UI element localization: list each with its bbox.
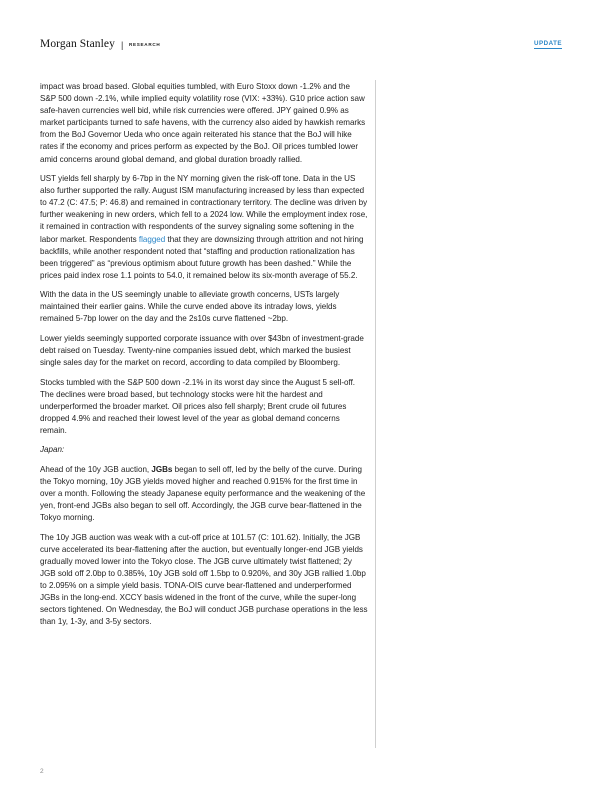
column-divider — [375, 80, 376, 748]
flagged-link[interactable]: flagged — [138, 234, 166, 244]
paragraph-text: Ahead of the 10y JGB auction, — [40, 464, 152, 474]
paragraph-jgb-auction-ahead — [40, 464, 368, 524]
header-separator: | — [121, 40, 124, 50]
bold-term: JGBs — [151, 464, 173, 474]
page-number: 2 — [40, 768, 44, 775]
paragraph-ust-gains: With the data in the US seemingly unable to alleviate growth concerns, USTs largely maintained their earlier gains. While the curve ended above its intraday lows, yields remained 5-7bp lower on the day and the 2s10s curve flattened ~2bp. — [40, 290, 340, 324]
update-badge: UPDATE — [534, 40, 562, 47]
paragraph-corporate-issuance: Lower yields seemingly supported corporate issuance with over $43bn of investment-grade debt raised on Tuesday. Twenty-nine companies issued debt, which marked the busiest single sales day for the market on record, according to data compiled by Bloomberg. — [40, 333, 364, 368]
heading-text: Japan: — [40, 445, 65, 455]
page-header — [40, 38, 572, 52]
paragraph-text: began to sell off, led by the belly of the curve. During the Tokyo morning, 10y JGB yields moved higher and reached 0.915% for the first time in over a month. Following the steady Japanese equity performance and the weakening of the yen, front-end JGBs also began to sell off. Accordingly, the JGB curve bear-flattened in the Tokyo morning. — [40, 464, 366, 523]
paragraph-global-markets: impact was broad based. Global equities tumbled, with Euro Stoxx down -1.2% and the S&P 500 down -2.1%, while implied equity volatility rose (VIX: +33%). G10 price action saw safe-haven currencies well bid, while risk currencies were offered. JPY gained 0.9% as market participants turned to safe havens, with the currency also aided by hawkish remarks from the BoJ Governor Ueda who once again reiterated his stance that the BoJ will hike rates if the economy and prices perform as expected by the BoJ. Oil prices tumbled lower amid concerns around global demand, and global duration broadly rallied. — [40, 82, 366, 164]
section-label: RESEARCH — [129, 42, 161, 47]
paragraph-text: that they are downsizing through attrition and not hiring backfills, while another respondent noted that “staffing and production rationalization has been triggered” as “previous optimism about future growth has been dashed.” While the prices paid index rose 1.1 points to 54.0, it remained below its six-month average of 55.2. — [40, 234, 364, 280]
paragraph-text: UST yields fell sharply by 6-7bp in the NY morning given the risk-off tone. Data in the US also further supported the rally. August ISM manufacturing increased by less than expected to 47.2 (C: 47.5; P: 46.8) and remained in contractionary territory. The decline was driven by further weakening in new orders, which fell to a 2024 low. While the employment index rose, it remained in contraction with respondents of the survey signaling some softening in the labor market. Respondents — [40, 174, 368, 244]
paragraph-stocks: Stocks tumbled with the S&P 500 down -2.1% in its worst day since the August 5 sell-off. The declines were broad based, but technology stocks were hit the hardest and underperformed the broader market. Oil prices also fell sharply; Brent crude oil futures dropped 4.9% and reached their lowest level of the year as global demand concerns remain. — [40, 377, 356, 435]
paragraph-jgb-auction-result: The 10y JGB auction was weak with a cut-off price at 101.57 (C: 101.62). Initially, the JGB curve accelerated its bear-flattening after the auction, but eventually longer-end JGB yields gradually moved lower into the Tokyo close. The JGB curve ultimately twist flattened; 2y JGB sold off 2.0bp to 0.385%, 10y JGB sold off 1.5bp to 0.920%, and 30y JGB rallied 1.0bp to 2.095% on a simple yield basis. TONA-OIS curve bear-flattened and underperformed JGBs in the long-end. XCCY basis widened in the front of the curve, while the super-long sectors tightened. On Wednesday, the BoJ will conduct JGB purchase operations in the less than 1y, 1-3y, and 3-5y sectors. — [40, 532, 368, 627]
paragraph-ust-yields — [40, 173, 368, 282]
section-heading-japan — [40, 444, 368, 456]
article-body — [40, 81, 368, 636]
brand-logo: Morgan Stanley — [40, 38, 115, 50]
